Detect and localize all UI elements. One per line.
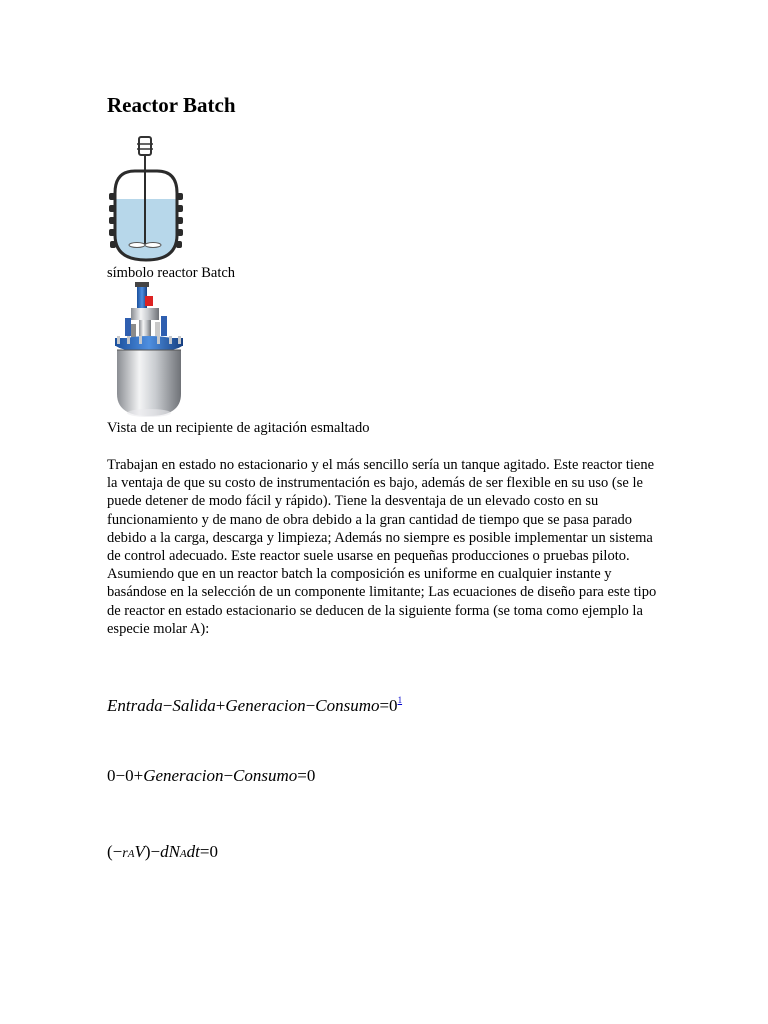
enamelled-stirred-vessel-photo — [111, 282, 187, 420]
footnote-link[interactable]: 1 — [397, 695, 403, 705]
eq3-dn: dN — [160, 842, 180, 861]
eq2-term-consumo: Consumo — [233, 766, 298, 785]
eq3-equals-zero: =0 — [199, 842, 218, 861]
eq3-dt: dt — [186, 842, 200, 861]
eq3-rate: r — [122, 846, 128, 861]
eq1-minus: − — [305, 696, 316, 715]
eq1-term-consumo: Consumo — [315, 696, 380, 715]
design-equation — [107, 841, 218, 865]
eq1-minus: − — [162, 696, 173, 715]
eq2-term-generacion: Generacion — [143, 766, 224, 785]
figure1-caption: símbolo reactor Batch — [107, 265, 236, 281]
eq3-open: (− — [107, 842, 123, 861]
eq2-minus: − — [223, 766, 234, 785]
mass-balance-equation — [107, 689, 402, 717]
eq1-term-entrada: Entrada — [107, 696, 163, 715]
eq1-equals-zero: =0 — [379, 696, 398, 715]
eq3-volume: V — [134, 842, 145, 861]
body-paragraph: Trabajan en estado no estacionario y el más sencillo sería un tanque agitado. Este reactor tiene la ventaja de que su costo de instrumentación es bajo, además de ser flexible en su uso (se le puede detener de modo fácil y rápido). Tiene la desventaja de un elevado costo en su funcionamiento y de mano de obra debido a la gran cantidad de tiempo que se pasa parado debido a la carga, descarga y limpieza; Además no siempre es posible implementar un sistema de control adecuado. Este reactor suele usarse en pequeñas producciones o pruebas piloto. Asumiendo que en un reactor batch la composición es uniforme en cualquier instante y basándose en la selección de un componente limitante; Las ecuaciones de diseño para este tipo de reactor en estado estacionario se deducen de la siguiente forma (se toma como ejemplo la especie molar A): — [107, 457, 657, 637]
eq3-close: )− — [144, 842, 161, 861]
eq1-term-salida: Salida — [172, 696, 216, 715]
page-title: Reactor Batch — [107, 93, 236, 117]
eq1-term-generacion: Generacion — [225, 696, 306, 715]
eq2-equals-zero: =0 — [297, 766, 316, 785]
eq3-dn-subscript: A — [179, 848, 187, 860]
eq3-rate-subscript: A — [127, 848, 135, 860]
figure2-caption: Vista de un recipiente de agitación esmaltado — [107, 420, 370, 436]
batch-reactor-symbol-icon — [107, 135, 185, 263]
batch-balance-equation — [107, 765, 315, 787]
eq2-lead: 0−0+ — [107, 766, 144, 785]
eq1-plus: + — [215, 696, 226, 715]
